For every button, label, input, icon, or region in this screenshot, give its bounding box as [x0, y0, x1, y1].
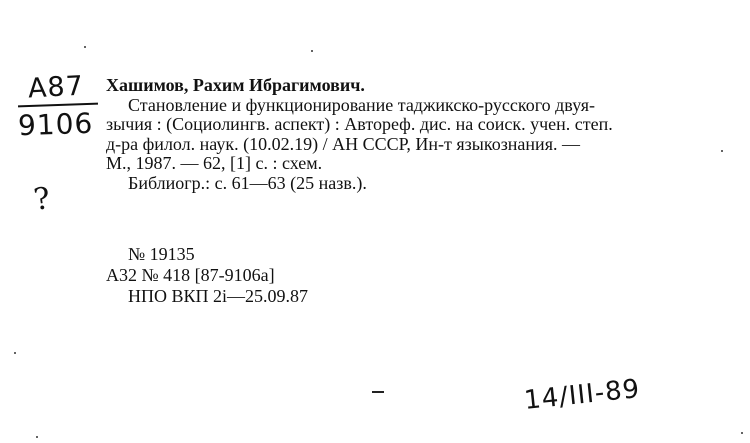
author-heading: Хашимов, Рахим Ибрагимович.: [106, 75, 365, 95]
description-line-3: д-ра филол. наук. (10.02.19) / АН СССР, Ин-т языкознания. —: [106, 133, 580, 154]
handwritten-date: 14/III-89: [522, 374, 642, 416]
catalog-code: А32 № 418 [87-9106а]: [106, 265, 275, 285]
accession-number: № 19135: [128, 244, 195, 264]
scan-speck: [311, 50, 313, 52]
scan-mark: [372, 391, 384, 393]
bibliographic-record: [106, 76, 613, 193]
registration-codes: [106, 244, 308, 307]
scan-speck: [36, 436, 38, 438]
description-line-4: М., 1987. — 62, [1] с. : схем.: [106, 153, 323, 173]
bibliography-note: Библиогр.: с. 61—63 (25 назв.).: [128, 172, 367, 193]
handwritten-margin-mark: ?: [31, 181, 53, 218]
scan-speck: [721, 150, 723, 152]
description-line-1: Становление и функционирование таджикско-русского двуя-: [128, 94, 596, 115]
description-line-2: зычия : (Социолингв. аспект) : Автореф. дис. на соиск. учен. степ.: [106, 114, 613, 134]
scan-speck: [14, 352, 16, 354]
npo-line: НПО ВКП 2i—25.09.87: [128, 286, 309, 306]
scan-speck: [84, 46, 86, 48]
handwritten-call-number-top: A87: [27, 70, 85, 105]
handwritten-call-number-bottom: 9106: [17, 106, 94, 143]
scan-speck: [741, 432, 743, 434]
